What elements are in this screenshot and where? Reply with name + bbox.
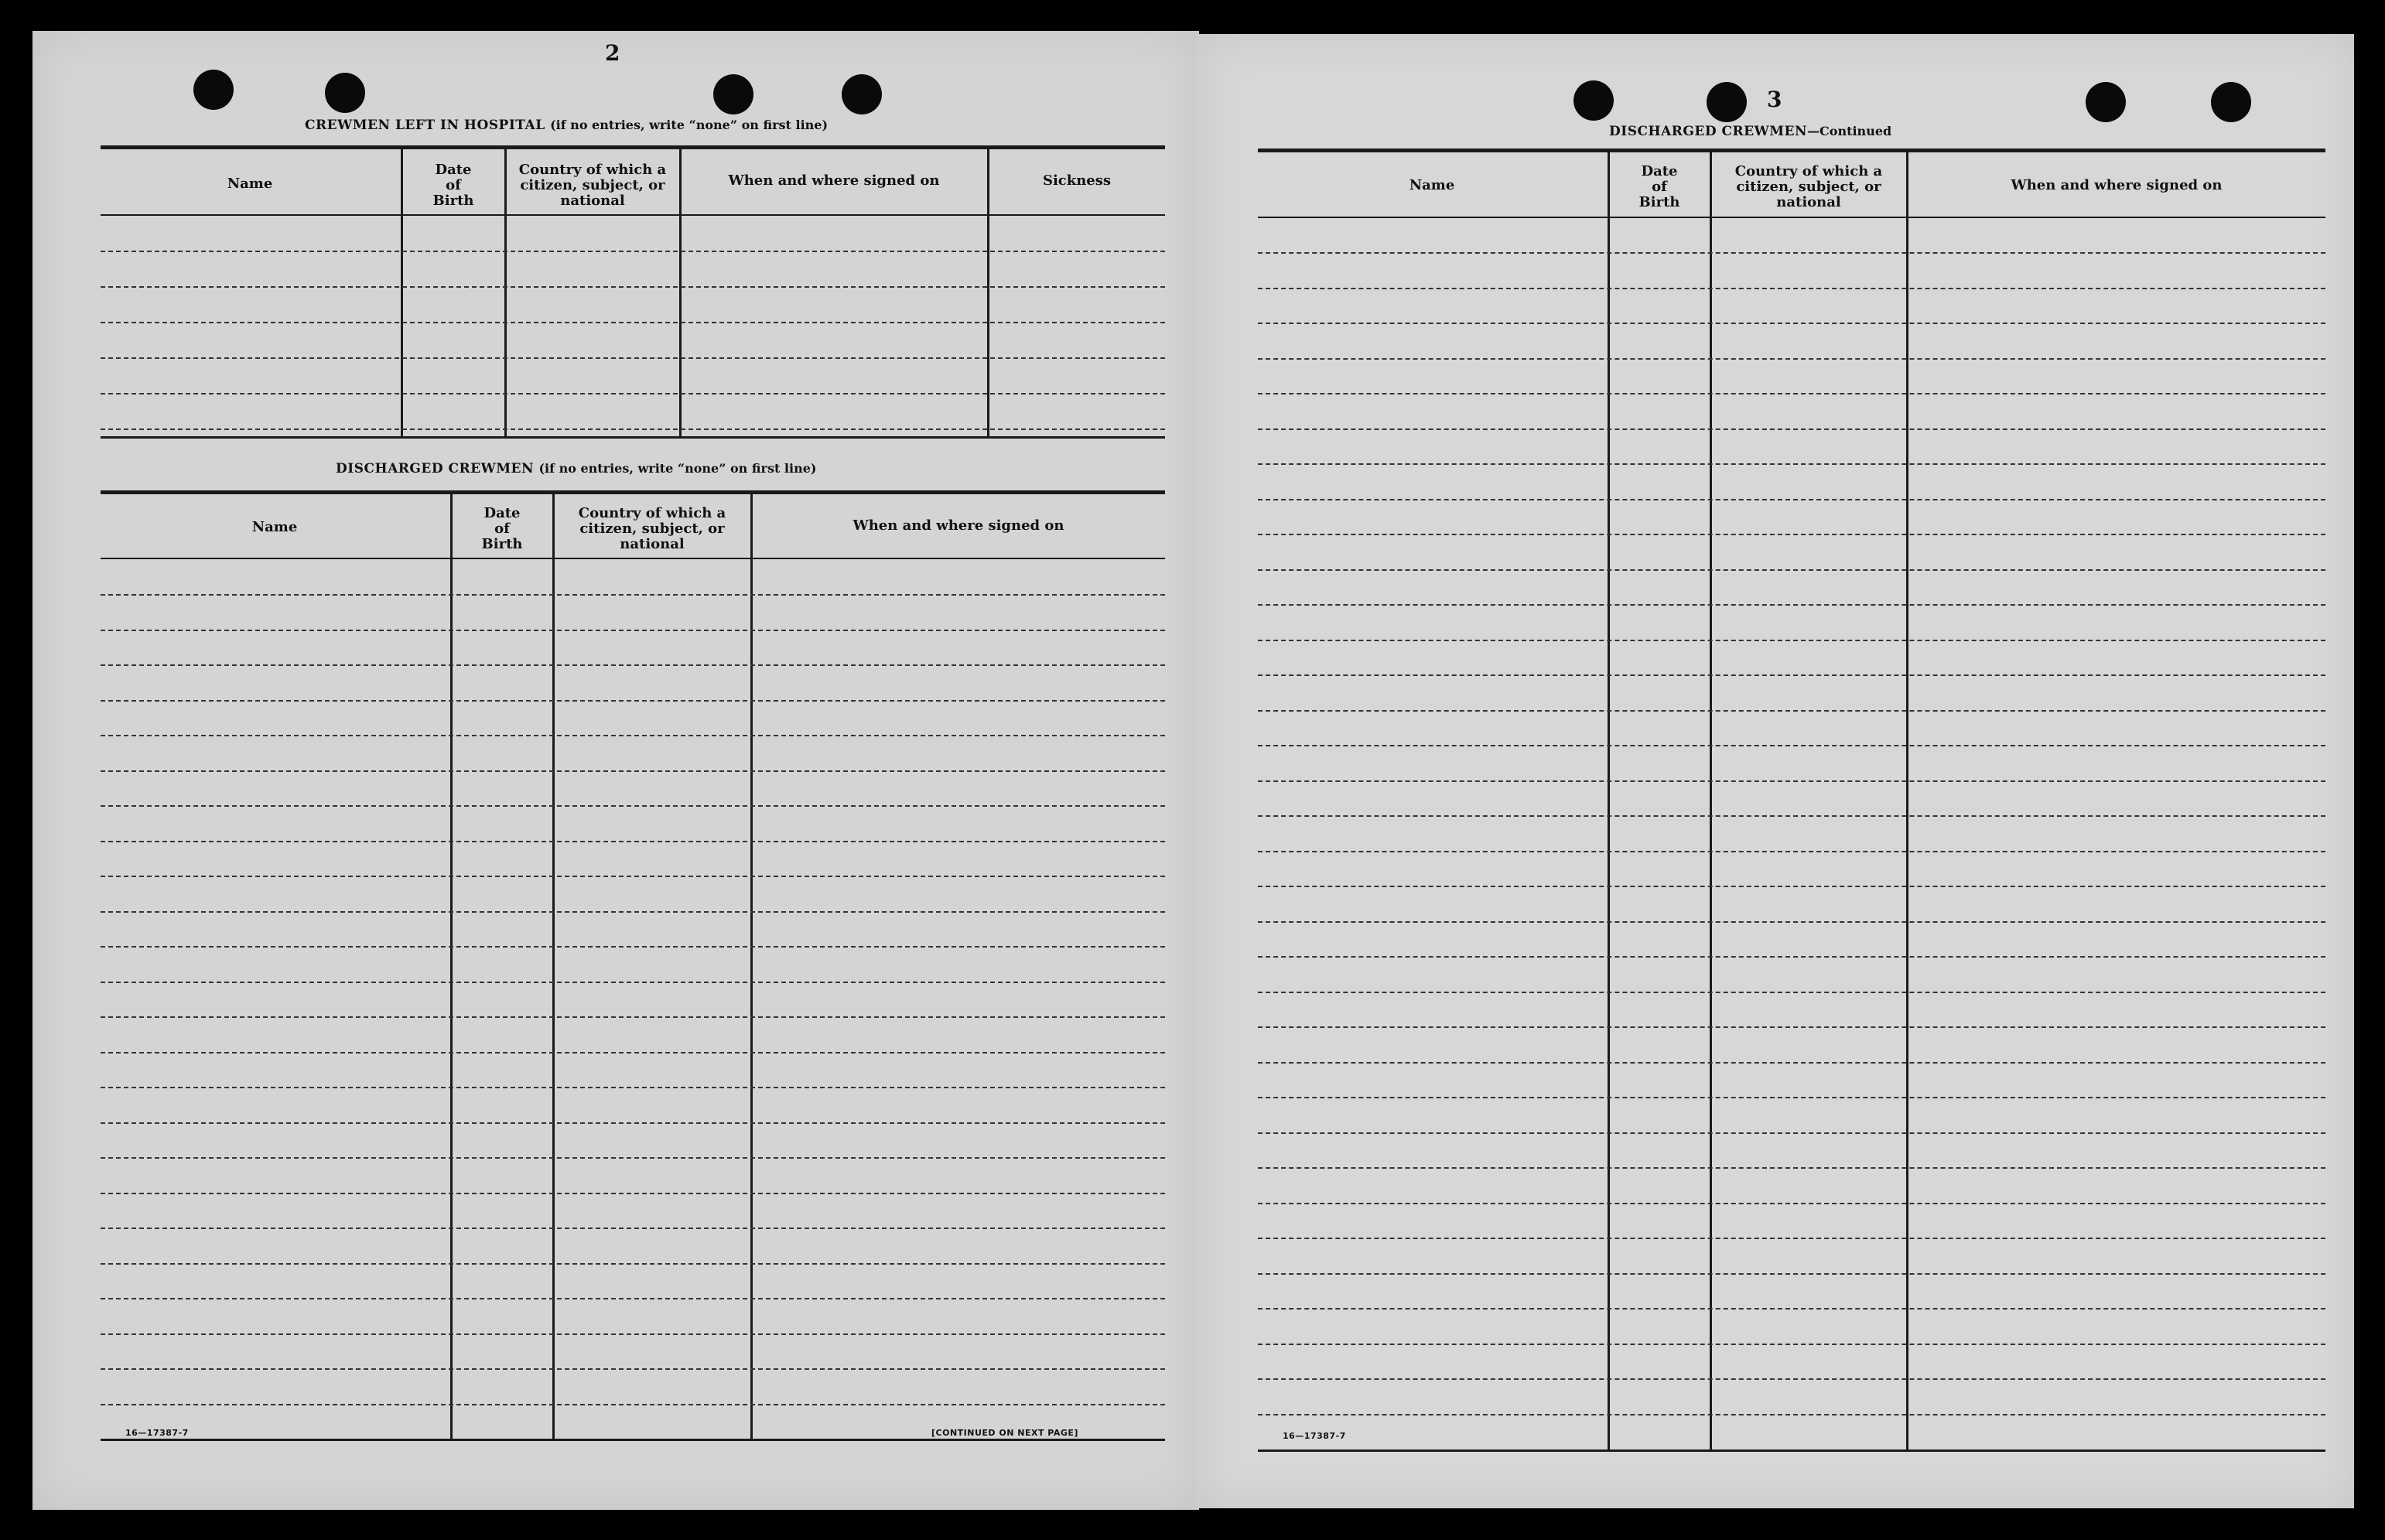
col-header-signed-on: When and where signed on xyxy=(2011,177,2223,193)
entry-line xyxy=(1258,745,2325,746)
entry-line xyxy=(101,594,1165,596)
entry-line xyxy=(101,1263,1165,1265)
col-header-name: Name xyxy=(227,176,273,192)
entry-line xyxy=(1258,710,2325,712)
entry-line xyxy=(1258,1167,2325,1169)
entry-line xyxy=(1258,1097,2325,1098)
discharged-title-text: DISCHARGED CREWMEN xyxy=(336,461,535,476)
entry-line xyxy=(1258,1308,2325,1310)
punch-hole xyxy=(193,70,234,110)
col-header-sickness: Sickness xyxy=(1042,172,1112,189)
col-header-country: Country of which a citizen, subject, or national xyxy=(518,162,667,209)
entry-line xyxy=(1258,1378,2325,1380)
entry-line xyxy=(101,429,1165,430)
form-page-2 xyxy=(32,31,1199,1510)
col-header-country: Country of which a citizen, subject, or national xyxy=(578,505,726,552)
entry-line xyxy=(1258,1238,2325,1239)
continued-label: —Continued xyxy=(1807,124,1892,138)
entry-line xyxy=(1258,288,2325,289)
entry-line xyxy=(1258,499,2325,500)
entry-line xyxy=(101,1368,1165,1370)
entry-line xyxy=(1258,252,2325,254)
entry-line xyxy=(101,1193,1165,1194)
entry-line xyxy=(101,286,1165,288)
col-header-signed-on: When and where signed on xyxy=(853,517,1064,534)
page-number: 3 xyxy=(1767,87,1782,112)
punch-hole xyxy=(2086,82,2126,122)
entry-line xyxy=(101,982,1165,983)
discharged-section-title xyxy=(336,461,816,476)
form-number: 16—17387-7 xyxy=(125,1428,189,1438)
entry-line xyxy=(101,700,1165,702)
entry-line xyxy=(101,1052,1165,1053)
entry-line xyxy=(1258,780,2325,782)
col-header-name: Name xyxy=(1409,177,1455,193)
entry-line xyxy=(1258,323,2325,324)
entry-line xyxy=(1258,992,2325,993)
entry-line xyxy=(1258,1203,2325,1204)
entry-line xyxy=(101,664,1165,666)
col-header-country: Country of which a citizen, subject, or national xyxy=(1734,163,1883,210)
entry-line xyxy=(1258,815,2325,817)
entry-line xyxy=(1258,1414,2325,1415)
entry-line xyxy=(1258,569,2325,571)
entry-line xyxy=(101,1157,1165,1159)
entry-line xyxy=(1258,1132,2325,1134)
discharged-continued-title xyxy=(1609,124,1891,139)
entry-line xyxy=(101,1404,1165,1405)
entry-line xyxy=(1258,674,2325,676)
col-header-dob: Date of Birth xyxy=(1638,163,1680,210)
continued-note: [CONTINUED ON NEXT PAGE] xyxy=(931,1428,1078,1438)
entry-line xyxy=(101,946,1165,948)
punch-hole xyxy=(2211,82,2251,122)
hospital-section-title xyxy=(305,118,828,133)
entry-line xyxy=(1258,393,2325,394)
hospital-note: (if no entries, write “none” on first line) xyxy=(550,118,829,132)
entry-line xyxy=(101,1016,1165,1018)
entry-line xyxy=(1258,851,2325,852)
entry-line xyxy=(1258,463,2325,465)
entry-line xyxy=(101,357,1165,359)
entry-line xyxy=(1258,429,2325,430)
discharged-note: (if no entries, write “none” on first line) xyxy=(538,461,817,476)
entry-line xyxy=(101,1087,1165,1088)
form-page-3 xyxy=(1196,34,2354,1508)
col-header-dob: Date of Birth xyxy=(432,162,474,209)
entry-line xyxy=(101,735,1165,736)
entry-line xyxy=(101,251,1165,252)
entry-line xyxy=(1258,886,2325,887)
col-header-dob: Date of Birth xyxy=(481,505,523,552)
entry-line xyxy=(101,770,1165,772)
entry-line xyxy=(101,911,1165,913)
punch-hole xyxy=(325,73,365,113)
entry-line xyxy=(101,1333,1165,1335)
entry-line xyxy=(101,393,1165,394)
entry-line xyxy=(101,805,1165,807)
col-header-signed-on: When and where signed on xyxy=(728,172,940,189)
discharged-title-text: DISCHARGED CREWMEN xyxy=(1609,124,1808,139)
entry-line xyxy=(1258,1026,2325,1028)
punch-hole xyxy=(842,74,882,114)
entry-line xyxy=(101,876,1165,877)
entry-line xyxy=(101,1298,1165,1299)
entry-line xyxy=(1258,921,2325,923)
punch-hole xyxy=(713,74,753,114)
entry-line xyxy=(1258,1273,2325,1275)
entry-line xyxy=(1258,640,2325,641)
entry-line xyxy=(1258,956,2325,958)
entry-line xyxy=(101,322,1165,323)
entry-line xyxy=(1258,604,2325,606)
col-header-name: Name xyxy=(251,519,298,535)
entry-line xyxy=(101,1228,1165,1229)
entry-line xyxy=(101,1122,1165,1124)
page-number: 2 xyxy=(605,40,620,66)
entry-line xyxy=(1258,534,2325,535)
entry-line xyxy=(101,630,1165,631)
punch-hole xyxy=(1573,80,1614,121)
entry-line xyxy=(101,841,1165,842)
entry-line xyxy=(1258,358,2325,360)
entry-line xyxy=(1258,1344,2325,1345)
form-number: 16—17387-7 xyxy=(1283,1431,1346,1441)
entry-line xyxy=(1258,1062,2325,1064)
punch-hole xyxy=(1707,82,1747,122)
hospital-title-text: CREWMEN LEFT IN HOSPITAL xyxy=(305,118,545,133)
